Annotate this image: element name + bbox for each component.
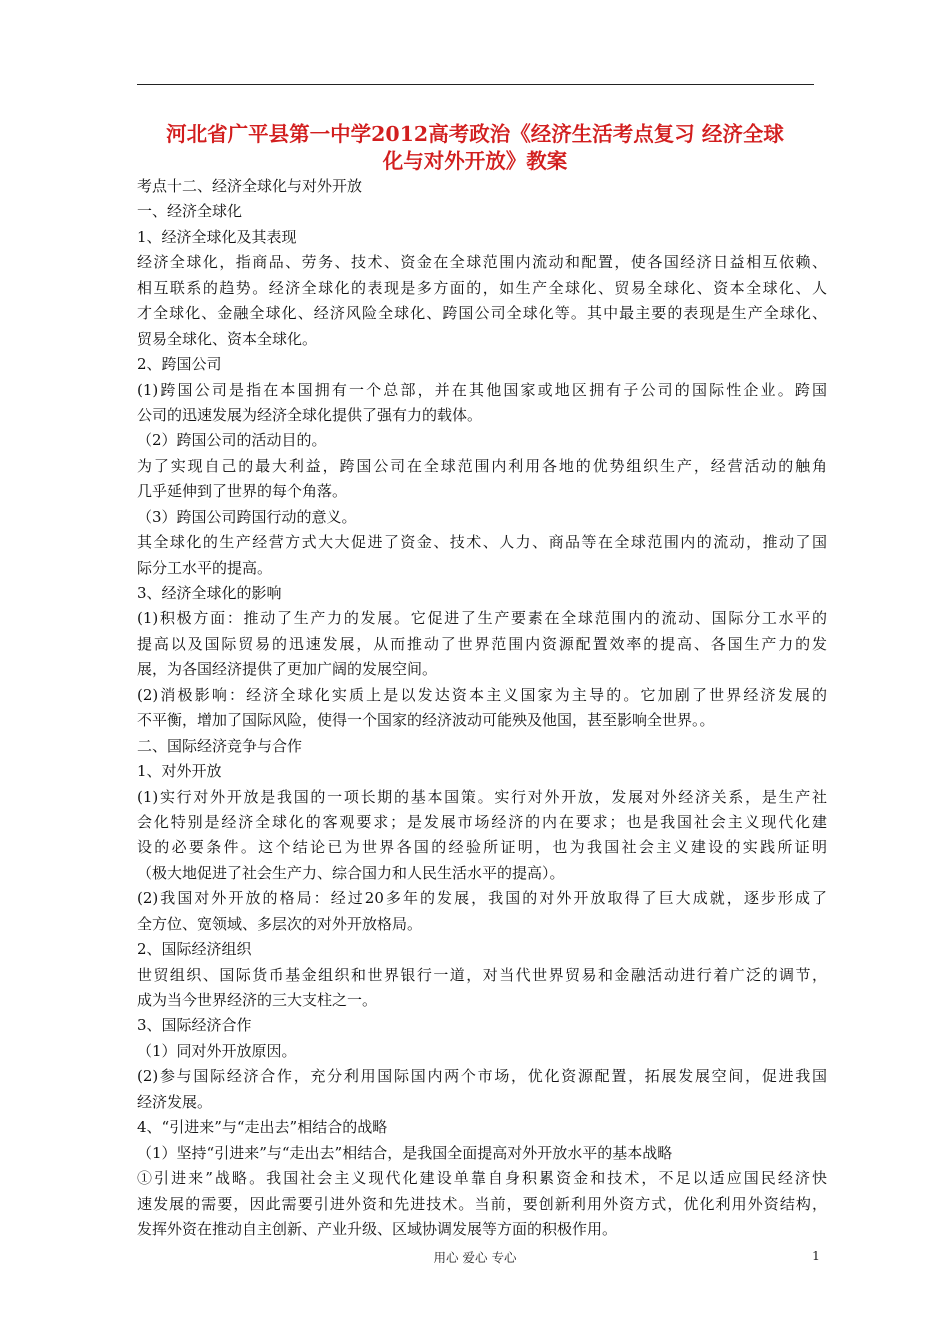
body-line: 1、对外开放 [137, 762, 222, 781]
header-rule [137, 84, 814, 85]
body-line: (2)消极影响：经济全球化实质上是以发达资本主义国家为主导的。它加剧了世界经济发展的 [137, 685, 827, 704]
body-line: （1）坚持“引进来”与“走出去”相结合，是我国全面提高对外开放水平的基本战略 [137, 1143, 673, 1162]
body-line: 经济全球化，指商品、劳务、技术、资金在全球范围内流动和配置，使各国经济日益相互依赖、 [137, 253, 827, 272]
body-line: (2)我国对外开放的格局：经过20多年的发展，我国的对外开放取得了巨大成就，逐步形成了 [137, 889, 827, 908]
body-line: ①引进来”战略。我国社会主义现代化建设单靠自身积累资金和技术，不足以适应国民经济快 [137, 1169, 827, 1188]
body-line: (1)实行对外开放是我国的一项长期的基本国策。实行对外开放，发展对外经济关系，是生产社 [137, 787, 827, 806]
body-line: 为了实现自己的最大利益，跨国公司在全球范围内利用各地的优势组织生产，经营活动的触角 [137, 456, 827, 475]
body-line: 3、经济全球化的影响 [137, 584, 282, 602]
body-line: 提高以及国际贸易的迅速发展，从而推动了世界范围内资源配置效率的提高、各国生产力的发 [137, 634, 827, 653]
body-line: 设的必要条件。这个结论已为世界各国的经验所证明，也为我国社会主义建设的实践所证明 [137, 838, 827, 857]
body-line: 速发展的需要，因此需要引进外资和先进技术。当前，要创新利用外资方式，优化利用外资结构， [137, 1194, 827, 1213]
body-line: 3、国际经济合作 [137, 1016, 252, 1035]
body-line: 其全球化的生产经营方式大大促进了资金、技术、人力、商品等在全球范围内的流动，推动了国 [137, 533, 827, 552]
body-line: 4、“引进来”与“走出去”相结合的战略 [137, 1118, 388, 1137]
body-line: （1）同对外开放原因。 [137, 1041, 297, 1060]
body-line: 考点十二、经济全球化与对外开放 [137, 177, 363, 195]
body-line: 公司的迅速发展为经济全球化提供了强有力的载体。 [137, 405, 483, 424]
body-line: （3）跨国公司跨国行动的意义。 [137, 507, 357, 526]
body-line: (2)参与国际经济合作，充分利用国际国内两个市场，优化资源配置，拓展发展空间，促进我国 [137, 1067, 827, 1086]
body-line: 贸易全球化、资本全球化。 [137, 329, 318, 348]
document-title [120, 121, 830, 175]
body-line: 相互联系的趋势。经济全球化的表现是多方面的，如生产全球化、贸易全球化、资本全球化、人 [137, 278, 827, 297]
footer-text: 用心 爱心 专心 [433, 1250, 517, 1265]
body-line: 经济发展。 [137, 1092, 213, 1111]
body-line: 际分工水平的提高。 [137, 558, 273, 577]
body-line: 全方位、宽领域、多层次的对外开放格局。 [137, 914, 423, 933]
body-line: 会化特别是经济全球化的客观要求；是发展市场经济的内在要求；也是我国社会主义现代化建 [137, 812, 827, 831]
page-number: 1 [812, 1248, 820, 1263]
body-line: （极大地促进了社会生产力、综合国力和人民生活水平的提高）。 [137, 863, 565, 882]
body-line: 2、国际经济组织 [137, 940, 252, 959]
body-line: 不平衡，增加了国际风险，使得一个国家的经济波动可能殃及他国，甚至影响全世界。。 [137, 711, 715, 730]
body-line: 几乎延伸到了世界的每个角落。 [137, 482, 348, 501]
body-line: (1)积极方面：推动了生产力的发展。它促进了生产要素在全球范围内的流动、国际分工水平的 [137, 609, 827, 628]
body-line: 二、国际经济竞争与合作 [137, 736, 303, 755]
title-line-2: 化与对外开放》教案 [382, 149, 568, 173]
body-line: 发挥外资在推动自主创新、产业升级、区域协调发展等方面的积极作用。 [137, 1219, 618, 1238]
body-line: 一、经济全球化 [137, 202, 243, 221]
body-line: 才全球化、金融全球化、经济风险全球化、跨国公司全球化等。其中最主要的表现是生产全球化、 [137, 304, 827, 323]
body-line: 1、经济全球化及其表现 [137, 227, 297, 246]
title-line-1: 河北省广平县第一中学2012高考政治《经济生活考点复习 经济全球 [166, 122, 784, 146]
body-line: （2）跨国公司的活动目的。 [137, 431, 327, 450]
body-line: (1)跨国公司是指在本国拥有一个总部，并在其他国家或地区拥有子公司的国际性企业。跨国 [137, 380, 827, 399]
body-line: 2、跨国公司 [137, 355, 222, 374]
document-body [137, 174, 827, 1242]
body-line: 世贸组织、国际货币基金组织和世界银行一道，对当代世界贸易和金融活动进行着广泛的调节， [137, 965, 827, 984]
body-line: 成为当今世界经济的三大支柱之一。 [137, 991, 378, 1009]
body-line: 展，为各国经济提供了更加广阔的发展空间。 [137, 660, 438, 679]
